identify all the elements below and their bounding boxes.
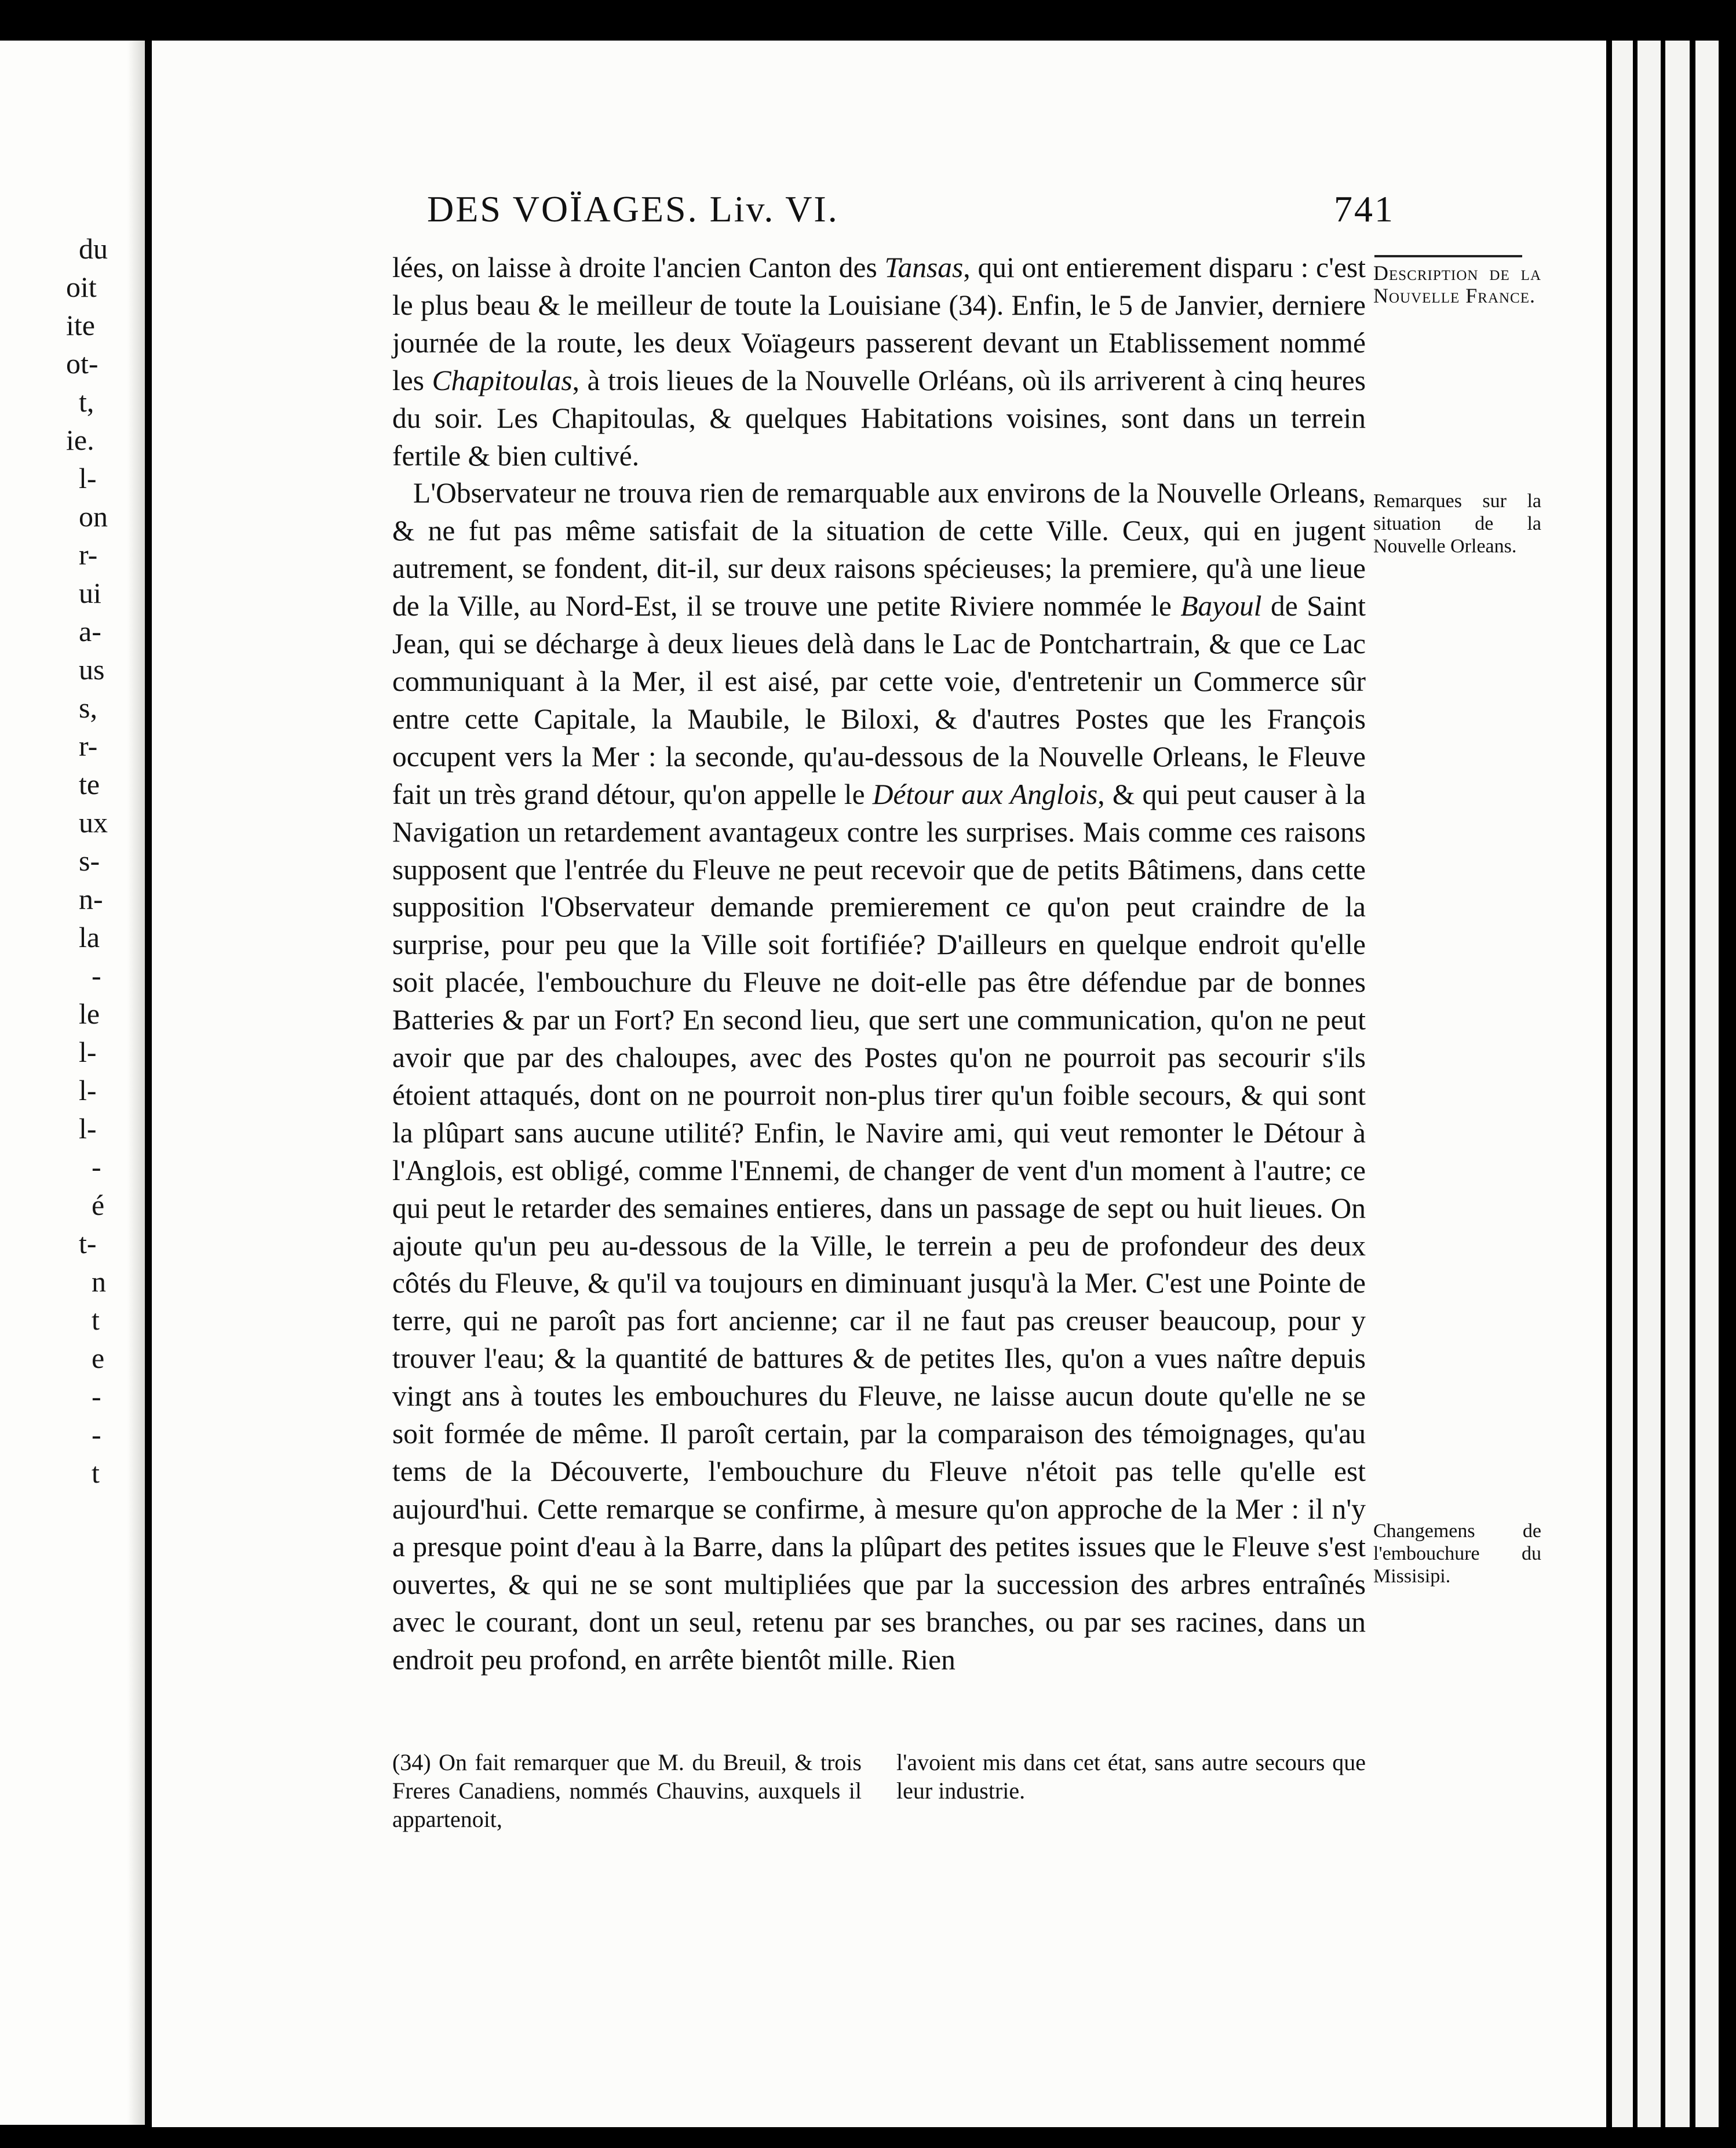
footnote-34-continued: l'avoient mis dans cet état, sans autre secours que leur industrie. bbox=[896, 1749, 1366, 1804]
facing-page-fragment: on bbox=[79, 500, 108, 533]
facing-page-fragment: t, bbox=[79, 385, 94, 418]
facing-page-fragment: n- bbox=[79, 883, 103, 915]
page-edge bbox=[1695, 41, 1719, 2127]
facing-page-fragment: r- bbox=[79, 538, 98, 571]
facing-page-fragment: - bbox=[92, 1380, 101, 1412]
main-text bbox=[392, 249, 1366, 1679]
facing-page-fragment: t- bbox=[79, 1227, 97, 1259]
facing-page-fragment: du bbox=[79, 232, 108, 265]
facing-page-fragment: l- bbox=[79, 1112, 97, 1145]
facing-page-fragment: r- bbox=[79, 730, 98, 762]
running-title: DES VOÏAGES. Liv. VI. bbox=[427, 188, 839, 230]
facing-page-fragment: ie. bbox=[66, 424, 94, 456]
facing-page-fragment: t bbox=[92, 1304, 100, 1336]
facing-page-fragment: s- bbox=[79, 844, 100, 877]
page-number: 741 bbox=[1334, 188, 1395, 230]
place-detour: Détour aux Anglois bbox=[872, 778, 1098, 810]
page-edges bbox=[1606, 41, 1736, 2127]
facing-page-fragment: é bbox=[92, 1189, 105, 1221]
page-edge bbox=[1665, 41, 1690, 2127]
facing-page-fragment: ui bbox=[79, 577, 101, 609]
place-tansas: Tansas bbox=[884, 252, 964, 283]
facing-page-fragment: us bbox=[79, 653, 105, 686]
book-page bbox=[152, 41, 1606, 2127]
place-chapitoulas: Chapitoulas bbox=[432, 364, 572, 396]
facing-page-fragment: l- bbox=[79, 462, 97, 494]
margin-note-remarques: Remarques sur la situation de la Nouvelle Orleans. bbox=[1373, 490, 1541, 557]
margin-note-changemens: Changemens de l'embouchure du Missisipi. bbox=[1373, 1520, 1541, 1587]
facing-page-fragment: - bbox=[92, 1418, 101, 1451]
facing-page-fragment: - bbox=[92, 959, 101, 992]
page-edge bbox=[1612, 41, 1633, 2127]
facing-page-fragment: l- bbox=[79, 1074, 97, 1106]
facing-page-fragment: t bbox=[92, 1457, 100, 1489]
facing-page-fragment: la bbox=[79, 921, 100, 953]
facing-page-edge bbox=[0, 41, 145, 2125]
facing-page-fragment: a- bbox=[79, 615, 101, 647]
margin-note-section: Description de la Nouvelle France. bbox=[1373, 261, 1541, 307]
facing-page-fragment: - bbox=[92, 1151, 101, 1183]
place-bayoul: Bayoul bbox=[1180, 590, 1262, 622]
footnote-34: (34) On fait remarquer que M. du Breuil, & trois Freres Canadiens, nommés Chauvins, auxquels il appartenoit, bbox=[392, 1749, 862, 1832]
paragraph-1: lées, on laisse à droite l'ancien Canton des Tansas, qui ont entierement disparu : c'est le plus beau & le meilleur de toute la Louisiane (34). Enfin, le 5 de Janvier, derniere journée de la route, les deux Voïageurs passerent devant un Etablissement nommé les Chapitoulas, à trois lieues de la Nouvelle Orléans, où ils arriverent à cinq heures du soir. Les Chapitoulas, & quelques Habitations voisines, sont dans un terrein fertile & bien cultivé. bbox=[392, 252, 1366, 472]
facing-page-fragment: ite bbox=[66, 309, 95, 341]
facing-page-fragment: l- bbox=[79, 1036, 97, 1068]
paragraph-2: L'Observateur ne trouva rien de remarquable aux environs de la Nouvelle Orleans, & ne fut pas même satisfait de la situation de cette Ville. Ceux, qui en jugent autrement, se fondent, dit-il, sur deux raisons spécieuses; la premiere, qu'à une lieue de la Ville, au Nord-Est, il se trouve une petite Riviere nommée le Bayoul de Saint Jean, qui se décharge à deux lieues delà dans le Lac de Pontchartrain, & que ce Lac communiquant à la Mer, il est aisé, par cette voie, d'entretenir un Commerce sûr entre cette Capitale, la Maubile, le Biloxi, & d'autres Postes que les François occupent vers la Mer : la seconde, qu'au-dessous de la Nouvelle Orleans, le Fleuve fait un très grand détour, qu'on appelle le Détour aux Anglois, & qui peut causer à la Navigation un retardement avantageux contre les surprises. Mais comme ces raisons supposent que l'entrée du Fleuve ne peut recevoir que de petits Bâtimens, dans cette supposition l'Observateur demande premierement ce qu'on peut craindre de la surprise, pour peu que la Ville soit fortifiée? D'ailleurs en quelque endroit qu'elle soit placée, l'embouchure du Fleuve ne doit-elle pas être défendue par de bonnes Batteries & par un Fort? En second lieu, que sert une communication, qu'on ne peut avoir que par des chaloupes, avec des Postes qu'on ne pourroit pas secourir s'ils étoient attaqués, dont on ne pourroit non-plus tirer qu'un foible secours, & qui sont la plûpart sans aucune utilité? Enfin, le Navire ami, qui veut remonter le Détour à l'Anglois, est obligé, comme l'Ennemi, de changer de vent d'un moment à l'autre; ce qui peut le retarder des semaines entieres, dans un passage de sept ou huit lieues. On ajoute qu'un peu au-dessous de la Ville, le terrein a peu de profondeur des deux côtés du Fleuve, & qu'il va toujours en diminuant jusqu'à la Mer. C'est une Pointe de terre, qui ne paroît pas fort ancienne; car il ne faut pas creuser beaucoup, pour y trouver l'eau; & la quantité de battures & de petites Iles, qu'on a vues naître depuis vingt ans à toutes les embouchures du Fleuve, ne laisse aucun doute qu'elle ne se soit formée de même. Il paroît certain, par la comparaison des témoignages, qu'au tems de la Découverte, l'embouchure du Fleuve n'étoit pas telle qu'elle est aujourd'hui. Cette remarque se confirme, à mesure qu'on approche de la Mer : il n'y a presque point d'eau à la Barre, dans la plûpart des petites issues que le Fleuve s'est ouvertes, & qui ne se sont multipliées que par la succession des arbres entraînés avec le courant, dont un seul, retenu par ses branches, ou par ses racines, dans un endroit peu profond, en arrête bientôt mille. Rien bbox=[392, 477, 1366, 1676]
facing-page-fragment: e bbox=[92, 1342, 105, 1374]
facing-page-fragment: te bbox=[79, 768, 100, 800]
facing-page-fragment: oit bbox=[66, 271, 97, 303]
gutter-shadow bbox=[127, 41, 145, 2125]
facing-page-fragment: n bbox=[92, 1265, 106, 1298]
page-edge bbox=[1637, 41, 1661, 2127]
facing-page-fragment: s, bbox=[79, 691, 97, 724]
facing-page-fragment: ot- bbox=[66, 347, 99, 380]
margin-rule bbox=[1374, 255, 1522, 257]
facing-page-fragment: ux bbox=[79, 806, 108, 839]
facing-page-fragment: le bbox=[79, 997, 100, 1030]
